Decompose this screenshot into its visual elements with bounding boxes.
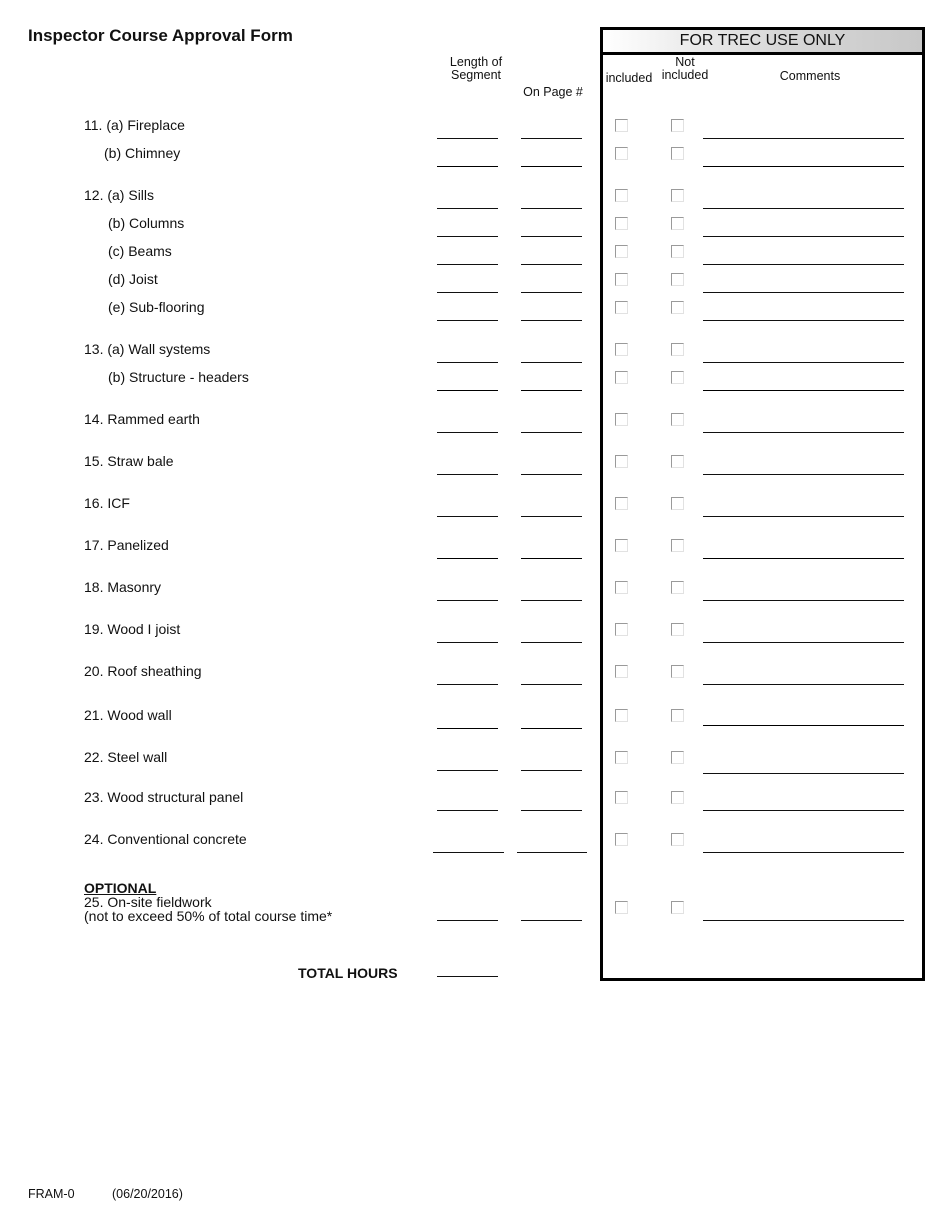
not-included-checkbox[interactable] (671, 581, 684, 594)
not-included-checkbox[interactable] (671, 623, 684, 636)
not-included-line2: included (661, 68, 709, 82)
on-page-field[interactable] (521, 516, 582, 517)
included-header: included (605, 71, 653, 85)
not-included-checkbox[interactable] (671, 455, 684, 468)
row-label: 24. Conventional concrete (84, 831, 247, 847)
comments-field[interactable] (703, 208, 904, 209)
length-of-segment-field[interactable] (437, 600, 498, 601)
comments-header: Comments (779, 69, 841, 83)
included-checkbox[interactable] (615, 623, 628, 636)
on-page-field[interactable] (521, 684, 582, 685)
on-page-field[interactable] (521, 432, 582, 433)
on-page-field[interactable] (521, 166, 582, 167)
row-label: 19. Wood I joist (84, 621, 181, 637)
length-header-line2: Segment (450, 68, 502, 82)
not-included-checkbox[interactable] (671, 665, 684, 678)
length-of-segment-field[interactable] (437, 474, 498, 475)
row-label: 11. (a) Fireplace (84, 117, 185, 133)
comments-field[interactable] (703, 166, 904, 167)
length-of-segment-field[interactable] (437, 362, 498, 363)
optional-length-field[interactable] (437, 920, 498, 921)
on-page-field[interactable] (521, 728, 582, 729)
not-included-checkbox[interactable] (671, 497, 684, 510)
included-checkbox[interactable] (615, 497, 628, 510)
included-checkbox[interactable] (615, 273, 628, 286)
on-page-field[interactable] (521, 600, 582, 601)
comments-field[interactable] (703, 236, 904, 237)
row-label: 16. ICF (84, 495, 130, 511)
not-included-checkbox[interactable] (671, 413, 684, 426)
optional-comments-field[interactable] (703, 920, 904, 921)
length-of-segment-field[interactable] (437, 166, 498, 167)
row-label: (b) Columns (108, 215, 185, 231)
row-label: 15. Straw bale (84, 453, 174, 469)
optional-section (84, 881, 332, 923)
comments-field[interactable] (703, 390, 904, 391)
included-checkbox[interactable] (615, 147, 628, 160)
length-of-segment-field[interactable] (437, 558, 498, 559)
not-included-checkbox[interactable] (671, 371, 684, 384)
comments-field[interactable] (703, 292, 904, 293)
optional-item-label: 25. On-site fieldwork (84, 894, 212, 910)
on-page-field[interactable] (521, 390, 582, 391)
included-checkbox[interactable] (615, 581, 628, 594)
included-checkbox[interactable] (615, 245, 628, 258)
length-of-segment-field[interactable] (437, 642, 498, 643)
included-checkbox[interactable] (615, 217, 628, 230)
optional-item-note: (not to exceed 50% of total course time* (84, 908, 333, 924)
not-included-checkbox[interactable] (671, 751, 684, 764)
included-checkbox[interactable] (615, 665, 628, 678)
length-of-segment-field[interactable] (437, 208, 498, 209)
row-label: 18. Masonry (84, 579, 162, 595)
not-included-checkbox[interactable] (671, 791, 684, 804)
included-checkbox[interactable] (615, 833, 628, 846)
row-label: (b) Structure - headers (108, 369, 249, 385)
optional-page-field[interactable] (521, 920, 582, 921)
length-of-segment-field[interactable] (437, 684, 498, 685)
total-hours-label: TOTAL HOURS (298, 965, 398, 981)
row-label: 21. Wood wall (84, 707, 172, 723)
comments-field[interactable] (703, 320, 904, 321)
comments-field[interactable] (703, 725, 904, 726)
length-of-segment-field[interactable] (437, 390, 498, 391)
comments-field[interactable] (703, 474, 904, 475)
optional-not-included-checkbox[interactable] (671, 901, 684, 914)
row-label: 23. Wood structural panel (84, 789, 244, 805)
included-checkbox[interactable] (615, 119, 628, 132)
form-title: Inspector Course Approval Form (28, 26, 293, 45)
on-page-field[interactable] (521, 138, 582, 139)
on-page-header: On Page # (523, 85, 583, 99)
not-included-checkbox[interactable] (671, 119, 684, 132)
included-checkbox[interactable] (615, 709, 628, 722)
row-label: 14. Rammed earth (84, 411, 200, 427)
form-code: FRAM-0 (28, 1187, 75, 1201)
comments-field[interactable] (703, 432, 904, 433)
form-date: (06/20/2016) (112, 1187, 183, 1201)
included-checkbox[interactable] (615, 539, 628, 552)
comments-field[interactable] (703, 600, 904, 601)
row-label: (e) Sub-flooring (108, 299, 205, 315)
on-page-field[interactable] (521, 208, 582, 209)
length-of-segment-field[interactable] (437, 292, 498, 293)
included-checkbox[interactable] (615, 371, 628, 384)
optional-heading: OPTIONAL (84, 880, 157, 896)
on-page-field[interactable] (521, 558, 582, 559)
not-included-line1: Not (675, 55, 695, 69)
included-checkbox[interactable] (615, 189, 628, 202)
on-page-field[interactable] (517, 852, 587, 853)
comments-field[interactable] (703, 852, 904, 853)
on-page-field[interactable] (521, 362, 582, 363)
row-label: (b) Chimney (104, 145, 181, 161)
included-checkbox[interactable] (615, 343, 628, 356)
included-checkbox[interactable] (615, 791, 628, 804)
included-checkbox[interactable] (615, 751, 628, 764)
comments-field[interactable] (703, 684, 904, 685)
row-label: 13. (a) Wall systems (84, 341, 211, 357)
length-of-segment-field[interactable] (437, 320, 498, 321)
length-of-segment-field[interactable] (437, 138, 498, 139)
comments-field[interactable] (703, 810, 904, 811)
length-of-segment-field[interactable] (437, 236, 498, 237)
optional-included-checkbox[interactable] (615, 901, 628, 914)
not-included-checkbox[interactable] (671, 709, 684, 722)
trec-use-only-panel (600, 27, 925, 981)
length-of-segment-field[interactable] (433, 852, 504, 853)
length-segment-header (437, 56, 515, 82)
total-hours-field[interactable] (437, 976, 498, 977)
not-included-checkbox[interactable] (671, 189, 684, 202)
on-page-field[interactable] (521, 474, 582, 475)
included-checkbox[interactable] (615, 301, 628, 314)
length-of-segment-field[interactable] (437, 516, 498, 517)
not-included-checkbox[interactable] (671, 539, 684, 552)
row-label: 20. Roof sheathing (84, 663, 202, 679)
not-included-checkbox[interactable] (671, 343, 684, 356)
length-of-segment-field[interactable] (437, 770, 498, 771)
row-label: (c) Beams (108, 243, 172, 259)
comments-field[interactable] (703, 264, 904, 265)
row-label: (d) Joist (108, 271, 158, 287)
row-label: 22. Steel wall (84, 749, 168, 765)
not-included-checkbox[interactable] (671, 273, 684, 286)
row-label: 12. (a) Sills (84, 187, 155, 203)
not-included-checkbox[interactable] (671, 147, 684, 160)
comments-field[interactable] (703, 773, 904, 774)
row-label: 17. Panelized (84, 537, 169, 553)
length-of-segment-field[interactable] (437, 810, 498, 811)
not-included-checkbox[interactable] (671, 301, 684, 314)
length-header-line1: Length of (449, 55, 503, 69)
on-page-field[interactable] (521, 642, 582, 643)
on-page-field[interactable] (521, 810, 582, 811)
comments-field[interactable] (703, 138, 904, 139)
length-of-segment-field[interactable] (437, 264, 498, 265)
on-page-field[interactable] (521, 320, 582, 321)
comments-field[interactable] (703, 642, 904, 643)
not-included-checkbox[interactable] (671, 245, 684, 258)
not-included-checkbox[interactable] (671, 217, 684, 230)
included-checkbox[interactable] (615, 413, 628, 426)
length-of-segment-field[interactable] (437, 728, 498, 729)
not-included-header (656, 56, 714, 82)
on-page-field[interactable] (521, 770, 582, 771)
length-of-segment-field[interactable] (437, 432, 498, 433)
on-page-field[interactable] (521, 292, 582, 293)
included-checkbox[interactable] (615, 455, 628, 468)
comments-field[interactable] (703, 558, 904, 559)
trec-use-only-header: FOR TREC USE ONLY (603, 30, 922, 55)
comments-field[interactable] (703, 362, 904, 363)
not-included-checkbox[interactable] (671, 833, 684, 846)
on-page-field[interactable] (521, 264, 582, 265)
on-page-field[interactable] (521, 236, 582, 237)
comments-field[interactable] (703, 516, 904, 517)
